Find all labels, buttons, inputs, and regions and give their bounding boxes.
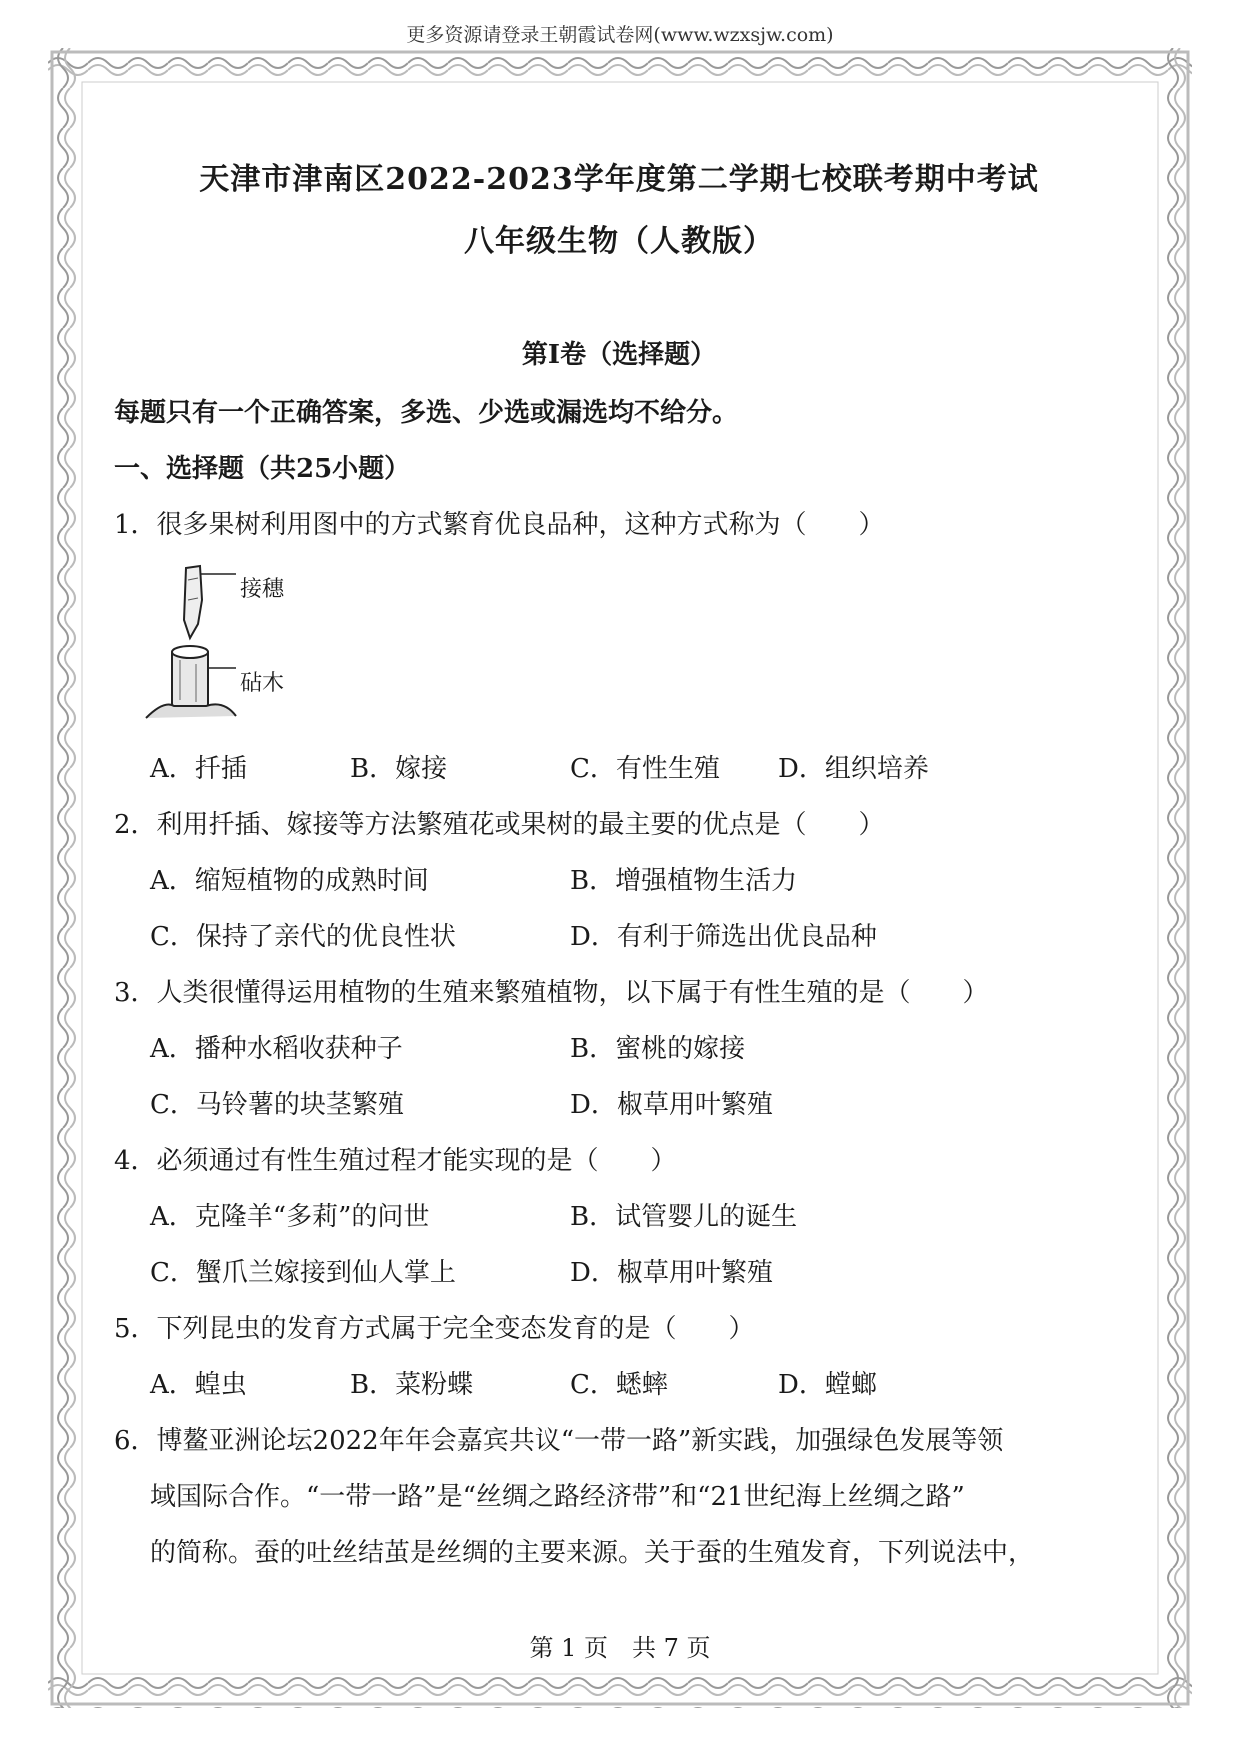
section-title: 第Ⅰ卷（选择题） [521,340,717,370]
instruction: 每题只有一个正确答案，多选、少选或漏选均不给分。 [114,398,739,428]
question-4-option-b: B．试管婴儿的诞生 [570,1202,798,1232]
question-5-option-b: B．菜粉蝶 [350,1370,474,1400]
question-1-stem: 1．很多果树利用图中的方式繁育优良品种，这种方式称为（ ） [114,510,885,540]
watermark: 更多资源请登录王朝霞试卷网(www.wzxsjw.com) [406,24,834,46]
question-2-option-c: C．保持了亲代的优良性状 [150,922,456,952]
exam-subtitle: 八年级生物（人教版） [464,224,774,259]
question-2-stem: 2．利用扦插、嫁接等方法繁殖花或果树的最主要的优点是（ ） [114,810,885,840]
question-4-option-a: A．克隆羊“多莉”的问世 [150,1202,430,1232]
question-3-stem: 3．人类很懂得运用植物的生殖来繁殖植物，以下属于有性生殖的是（ ） [114,978,989,1008]
page-footer: 第 1 页 共 7 页 [529,1634,711,1662]
question-3-option-c: C．马铃薯的块茎繁殖 [150,1090,404,1120]
question-6-stem-line-2: 域国际合作。“一带一路”是“丝绸之路经济带”和“21世纪海上丝绸之路” [150,1482,965,1512]
question-3-option-a: A．播种水稻收获种子 [150,1034,403,1064]
part-heading: 一、选择题（共25小题） [114,454,411,484]
figure-label-scion: 接穗 [240,577,285,602]
question-5-stem: 5．下列昆虫的发育方式属于完全变态发育的是（ ） [114,1314,755,1344]
question-2-option-a: A．缩短植物的成熟时间 [150,866,429,896]
question-3-option-d: D．椒草用叶繁殖 [570,1090,773,1120]
question-3-option-b: B．蜜桃的嫁接 [570,1034,746,1064]
question-5-option-c: C．蟋蟀 [570,1370,668,1400]
question-6-stem-line-3: 的简称。蚕的吐丝结茧是丝绸的主要来源。关于蚕的生殖发育，下列说法中， [150,1538,1035,1568]
question-5-option-d: D．螳螂 [778,1370,877,1400]
question-1-option-b: B．嫁接 [350,754,448,784]
question-4-option-d: D．椒草用叶繁殖 [570,1258,773,1288]
question-2-option-b: B．增强植物生活力 [570,866,798,896]
question-4-option-c: C．蟹爪兰嫁接到仙人掌上 [150,1258,456,1288]
exam-title: 天津市津南区2022-2023学年度第二学期七校联考期中考试 [199,162,1039,197]
question-1-option-d: D．组织培养 [778,754,929,784]
question-6-stem-line-1: 6．博鳌亚洲论坛2022年年会嘉宾共议“一带一路”新实践，加强绿色发展等领 [114,1426,1004,1456]
question-2-option-d: D．有利于筛选出优良品种 [570,922,877,952]
question-1-option-c: C．有性生殖 [570,754,720,784]
question-4-stem: 4．必须通过有性生殖过程才能实现的是（ ） [114,1146,677,1176]
question-5-option-a: A．蝗虫 [150,1370,247,1400]
question-1-option-a: A．扦插 [150,754,247,784]
figure-label-stock: 砧木 [240,671,285,696]
